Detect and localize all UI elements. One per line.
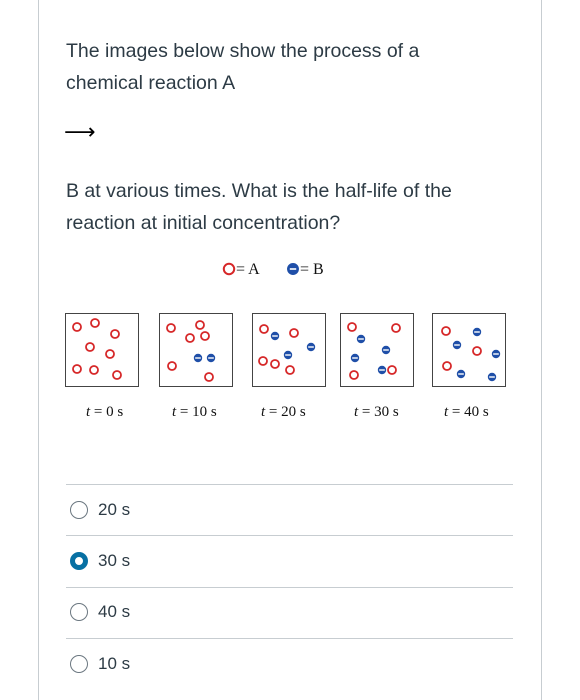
answer-option-4[interactable]	[70, 649, 130, 679]
question-text-line-2: chemical reaction A	[66, 72, 236, 94]
reaction-arrow: ⟶	[64, 120, 96, 145]
divider	[66, 484, 513, 485]
time-label-t20: t = 20 s	[261, 404, 306, 420]
legend-a-label: = A	[236, 261, 260, 278]
legend-a	[222, 261, 260, 279]
radio-button-selected[interactable]	[70, 552, 88, 570]
molecule-b-icon	[286, 262, 300, 276]
question-text-line-3: B at various times. What is the half-life of the	[66, 180, 452, 202]
molecule-a-icon	[222, 262, 236, 276]
snapshot-molecules-t0	[66, 314, 138, 386]
answer-label: 20 s	[98, 500, 131, 519]
answer-label: 10 s	[98, 654, 131, 673]
legend-b-label: = B	[300, 261, 324, 278]
snapshot-box-t40	[432, 313, 506, 387]
question-text-line-1: The images below show the process of a	[66, 40, 420, 62]
snapshot-box-t30	[340, 313, 414, 387]
answer-label: 40 s	[98, 602, 131, 621]
legend-b	[286, 261, 324, 279]
snapshot-box-t0	[65, 313, 139, 387]
time-label-t40: t = 40 s	[444, 404, 489, 420]
snapshot-box-t10	[159, 313, 233, 387]
snapshot-molecules-t10	[160, 314, 232, 386]
time-label-t0: t = 0 s	[86, 404, 124, 420]
divider	[66, 587, 513, 588]
snapshot-molecules-t40	[433, 314, 505, 386]
answer-option-2[interactable]	[70, 546, 130, 576]
divider	[66, 535, 513, 536]
radio-button[interactable]	[70, 655, 88, 673]
radio-button[interactable]	[70, 501, 88, 519]
question-text-line-4: reaction at initial concentration?	[66, 212, 341, 234]
time-label-t10: t = 10 s	[172, 404, 217, 420]
snapshot-box-t20	[252, 313, 326, 387]
answer-option-1[interactable]	[70, 495, 130, 525]
radio-button[interactable]	[70, 603, 88, 621]
time-label-t30: t = 30 s	[354, 404, 399, 420]
answer-label: 30 s	[98, 551, 131, 570]
divider	[66, 638, 513, 639]
snapshot-molecules-t30	[341, 314, 413, 386]
snapshot-molecules-t20	[253, 314, 325, 386]
answer-option-3[interactable]	[70, 597, 130, 627]
